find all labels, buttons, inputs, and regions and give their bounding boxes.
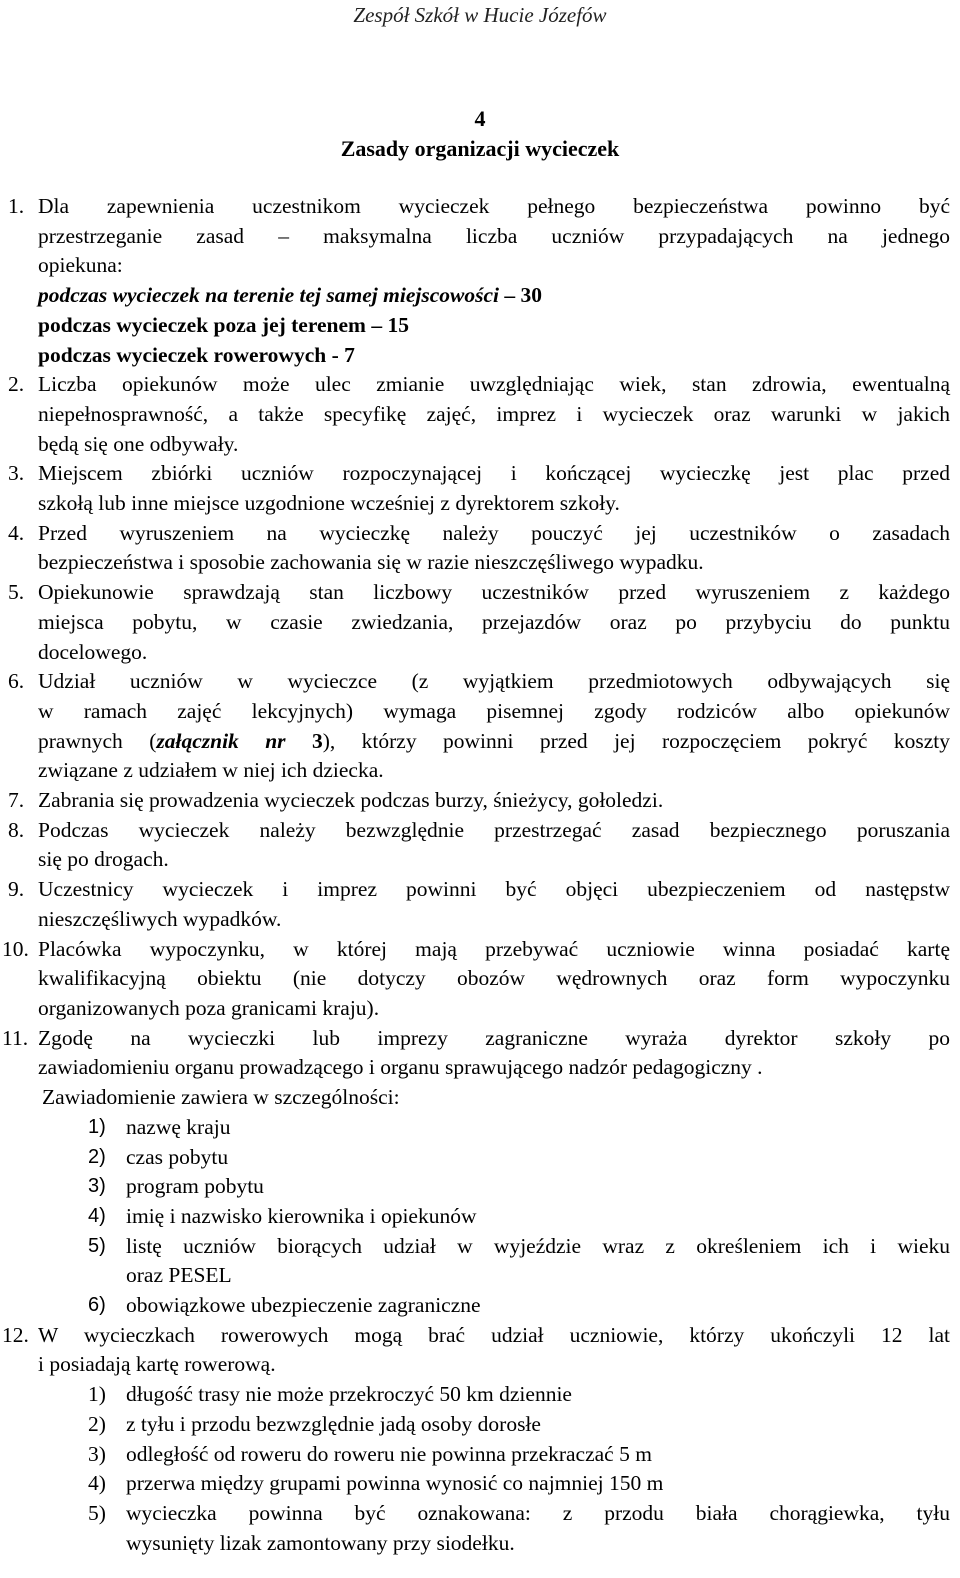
section-number: 4 xyxy=(474,106,486,131)
item-line: nieszczęśliwych wypadków. xyxy=(38,906,282,931)
sub-item-number: 2) xyxy=(88,1411,106,1436)
item-number: 4. xyxy=(8,520,25,545)
item-line: organizowanych poza granicami kraju). xyxy=(38,995,380,1020)
attachment-reference: załącznik nr xyxy=(156,728,286,753)
list-item-5 xyxy=(0,578,960,667)
sub-item-number: 3) xyxy=(88,1175,106,1198)
sub-list-item xyxy=(0,1469,960,1499)
section-heading xyxy=(0,104,960,164)
list-item-4 xyxy=(0,519,960,578)
sub-item-text: czas pobytu xyxy=(126,1144,229,1169)
sub-item-text: imię i nazwisko kierownika i opiekunów xyxy=(126,1203,477,1228)
sub-item-text: obowiązkowe ubezpieczenie zagraniczne xyxy=(126,1293,481,1318)
sub-list-item xyxy=(0,1172,960,1202)
item-line: kwalifikacyjną obiektu (nie dotyczy obozów wędrownych oraz form wypoczynku xyxy=(38,966,950,991)
sub-item-number: 6) xyxy=(88,1294,106,1317)
list-item-7 xyxy=(0,786,960,816)
item-line: szkołą lub inne miejsce uzgodnione wcześniej z dyrektorem szkoły. xyxy=(38,491,620,516)
item-number: 10. xyxy=(2,936,29,961)
sub-item-text: nazwę kraju xyxy=(126,1114,231,1139)
sub-list-item xyxy=(0,1410,960,1440)
item-line: będą się one odbywały. xyxy=(38,431,239,456)
item-line xyxy=(38,727,950,757)
item-line: miejsca pobytu, w czasie zwiedzania, przejazdów oraz po przybyciu do punktu xyxy=(38,609,950,634)
sub-item-number: 2) xyxy=(88,1145,106,1168)
item-line: Uczestnicy wycieczek i imprez powinni być objęci ubezpieczeniem od następstw xyxy=(38,877,950,902)
item-line: bezpieczeństwa i sposobie zachowania się w razie nieszczęśliwego wypadku. xyxy=(38,550,704,575)
school-name: Zespół Szkół w Hucie Józefów xyxy=(353,3,607,27)
item-line: Zabrania się prowadzenia wycieczek podczas burzy, śnieżycy, gołoledzi. xyxy=(38,788,664,813)
sub-item-text: długość trasy nie może przekroczyć 50 km dziennie xyxy=(126,1382,572,1407)
ratio-row: podczas wycieczek rowerowych - 7 xyxy=(38,342,355,367)
item-number: 1. xyxy=(8,194,25,218)
sub-item-number: 5) xyxy=(88,1234,106,1257)
item-line: niepełnosprawność, a także specyfikę zajęć, imprez i wycieczek oraz warunki w jakich xyxy=(38,401,950,426)
item-line: Opiekunowie sprawdzają stan liczbowy uczestników przed wyruszeniem z każdego xyxy=(38,580,950,605)
sub-item-number: 4) xyxy=(88,1471,106,1496)
ratio-value: – 30 xyxy=(498,283,542,308)
item-number: 6. xyxy=(8,669,25,694)
item-line: W wycieczkach rowerowych mogą brać udział uczniowie, którzy ukończyli 12 lat xyxy=(38,1322,950,1347)
ratio-row xyxy=(38,281,950,311)
sub-item-number: 1) xyxy=(88,1115,106,1138)
sub-item-text: przerwa między grupami powinna wynosić co najmniej 150 m xyxy=(126,1471,664,1496)
item-line: w ramach zajęć lekcyjnych) wymaga pisemnej zgody rodziców albo opiekunów xyxy=(38,698,950,723)
document-header xyxy=(0,0,960,30)
sub-list-item xyxy=(0,1202,960,1232)
sub-list-item xyxy=(0,1143,960,1173)
item-line: przestrzeganie zasad – maksymalna liczba uczniów przypadających na jednego xyxy=(38,223,950,248)
text-segment: ), którzy powinni przed jej rozpoczęciem pokryć koszty xyxy=(322,728,951,753)
sub-list-item xyxy=(0,1380,960,1410)
sub-list-item xyxy=(0,1232,960,1291)
item-line: Dla zapewnienia uczestnikom wycieczek pełnego bezpieczeństwa powinno być xyxy=(38,194,950,218)
sub-list-item xyxy=(0,1113,960,1143)
note-text: Zawiadomienie zawiera w szczególności: xyxy=(42,1085,400,1110)
sub-item-number: 5) xyxy=(88,1500,106,1525)
item-line: się po drogach. xyxy=(38,847,169,872)
item-line: Przed wyruszeniem na wycieczkę należy pouczyć jej uczestników o zasadach xyxy=(38,520,950,545)
section-title: Zasady organizacji wycieczek xyxy=(340,136,620,161)
item-line: Placówka wypoczynku, w której mają przebywać uczniowie winna posiadać kartę xyxy=(38,936,950,961)
sub-item-line: wysunięty lizak zamontowany przy siodełku. xyxy=(126,1530,515,1555)
list-item-10 xyxy=(0,935,960,1024)
ratio-label: podczas wycieczek na terenie tej samej miejscowości xyxy=(38,283,499,308)
item-number: 2. xyxy=(8,372,25,397)
ratio-row: podczas wycieczek poza jej terenem – 15 xyxy=(38,312,409,337)
item-line: docelowego. xyxy=(38,639,148,664)
list-item-9 xyxy=(0,875,960,934)
item-number: 9. xyxy=(8,877,25,902)
sub-item-number: 4) xyxy=(88,1204,106,1227)
attachment-number: 3 xyxy=(285,728,323,753)
item-line: Podczas wycieczek należy bezwzględnie przestrzegać zasad bezpiecznego poruszania xyxy=(38,817,950,842)
sub-list-item xyxy=(0,1499,960,1558)
text-segment: prawnych ( xyxy=(38,728,157,753)
sub-item-line: wycieczka powinna być oznakowana: z przodu biała chorągiewka, tyłu xyxy=(126,1500,950,1525)
item-line: Udział uczniów w wycieczce (z wyjątkiem przedmiotowych odbywających się xyxy=(38,669,950,694)
item-number: 5. xyxy=(8,580,25,605)
item-line: i posiadają kartę rowerową. xyxy=(38,1352,276,1377)
item-line: związane z udziałem w niej ich dziecka. xyxy=(38,758,384,783)
sub-item-text: z tyłu i przodu bezwzględnie jadą osoby dorosłe xyxy=(126,1411,541,1436)
item-line: opiekuna: xyxy=(38,253,123,278)
item-number: 11. xyxy=(2,1025,29,1050)
item-line: zawiadomieniu organu prowadzącego i organu sprawującego nadzór pedagogiczny . xyxy=(38,1055,763,1080)
item-number: 8. xyxy=(8,817,25,842)
list-item-3 xyxy=(0,459,960,518)
notification-note xyxy=(0,1083,960,1113)
list-item-6 xyxy=(0,667,960,786)
list-item-1 xyxy=(0,192,960,370)
sub-item-number: 3) xyxy=(88,1441,106,1466)
document-body xyxy=(0,192,960,1558)
sub-item-text: odległość od roweru do roweru nie powinna przekraczać 5 m xyxy=(126,1441,652,1466)
sub-list-item xyxy=(0,1440,960,1470)
item-line: Liczba opiekunów może ulec zmianie uwzględniając wiek, stan zdrowia, ewentualną xyxy=(38,372,950,397)
sub-list-item xyxy=(0,1291,960,1321)
sub-item-number: 1) xyxy=(88,1382,106,1407)
item-number: 7. xyxy=(8,788,25,813)
item-line: Zgodę na wycieczki lub imprezy zagraniczne wyraża dyrektor szkoły po xyxy=(38,1025,950,1050)
item-line: Miejscem zbiórki uczniów rozpoczynającej i kończącej wycieczkę jest plac przed xyxy=(38,461,950,486)
list-item-8 xyxy=(0,816,960,875)
sub-item-line: oraz PESEL xyxy=(126,1263,232,1288)
item-number: 3. xyxy=(8,461,25,486)
list-item-12 xyxy=(0,1321,960,1380)
sub-item-line: listę uczniów biorących udział w wyjeździe wraz z określeniem ich i wieku xyxy=(126,1233,950,1258)
list-item-11 xyxy=(0,1024,960,1083)
list-item-2 xyxy=(0,370,960,459)
sub-item-text: program pobytu xyxy=(126,1174,264,1199)
item-number: 12. xyxy=(2,1322,29,1347)
